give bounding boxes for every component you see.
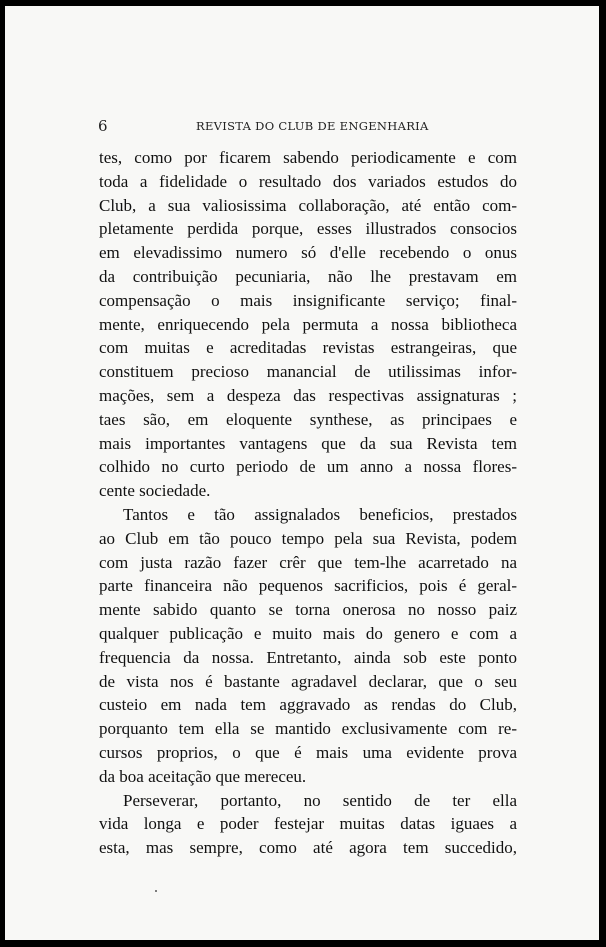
text-line: mente sabido quanto se torna onerosa no nosso paiz	[99, 600, 517, 620]
ink-speck	[155, 890, 157, 892]
text-line: frequencia da nossa. Entretanto, ainda sob este ponto	[99, 647, 517, 667]
text-line: em elevadissimo numero só d'elle recebendo o onus	[99, 243, 517, 263]
text-line: da boa aceitação que mereceu.	[99, 766, 307, 786]
text-line: pletamente perdida porque, esses illustrados consocios	[99, 219, 517, 239]
text-line: compensação o mais insignificante serviço; final-	[99, 290, 517, 310]
text-line: esta, mas sempre, como até agora tem succedido,	[99, 838, 517, 858]
text-line: colhido no curto periodo de um anno a nossa flores-	[99, 457, 517, 477]
text-line: qualquer publicação e muito mais do genero e com a	[99, 623, 517, 643]
text-line: Perseverar, portanto, no sentido de ter ella	[123, 790, 517, 810]
text-line: custeio em nada tem aggravado as rendas do Club,	[99, 695, 517, 715]
text-line: Club, a sua valiosissima collaboração, até então com-	[99, 195, 517, 215]
header-title: REVISTA DO CLUB DE ENGENHARIA	[196, 119, 429, 133]
text-line: mais importantes vantagens que da sua Revista tem	[99, 433, 517, 453]
text-line: vida longa e poder festejar muitas datas iguaes a	[99, 814, 517, 834]
text-line: de vista nos é bastante agradavel declarar, que o seu	[99, 671, 517, 691]
text-line: com justa razão fazer crêr que tem-lhe acarretado na	[99, 552, 517, 572]
text-line: parte financeira não pequenos sacrificios, pois é geral-	[99, 576, 517, 596]
paragraph-2	[99, 503, 517, 789]
text-line: com muitas e acreditadas revistas estrangeiras, que	[99, 338, 517, 358]
text-line: cente sociedade.	[99, 481, 211, 501]
paragraph-1	[99, 146, 517, 503]
text-line: constituem precioso manancial de utilissimas infor-	[99, 362, 517, 382]
text-line: mente, enriquecendo pela permuta a nossa bibliotheca	[99, 314, 517, 334]
paragraph-3	[99, 789, 517, 860]
text-line: ao Club em tão pouco tempo pela sua Revista, podem	[99, 528, 517, 548]
text-line: mações, sem a despeza das respectivas assignaturas ;	[99, 385, 517, 405]
text-line: Tantos e tão assignalados beneficios, prestados	[123, 504, 517, 524]
page	[5, 6, 599, 940]
text-line: cursos proprios, o que é mais uma evidente prova	[99, 742, 517, 762]
body-text	[99, 146, 517, 860]
text-line: porquanto tem ella se mantido exclusivamente com re-	[99, 719, 517, 739]
text-line: taes são, em eloquente synthese, as principaes e	[99, 409, 517, 429]
text-line: tes, como por ficarem sabendo periodicamente e com	[99, 148, 517, 167]
text-line: toda a fidelidade o resultado dos variados estudos do	[99, 171, 517, 191]
page-number: 6	[98, 117, 108, 135]
text-line: da contribuição pecuniaria, não lhe prestavam em	[99, 266, 517, 286]
